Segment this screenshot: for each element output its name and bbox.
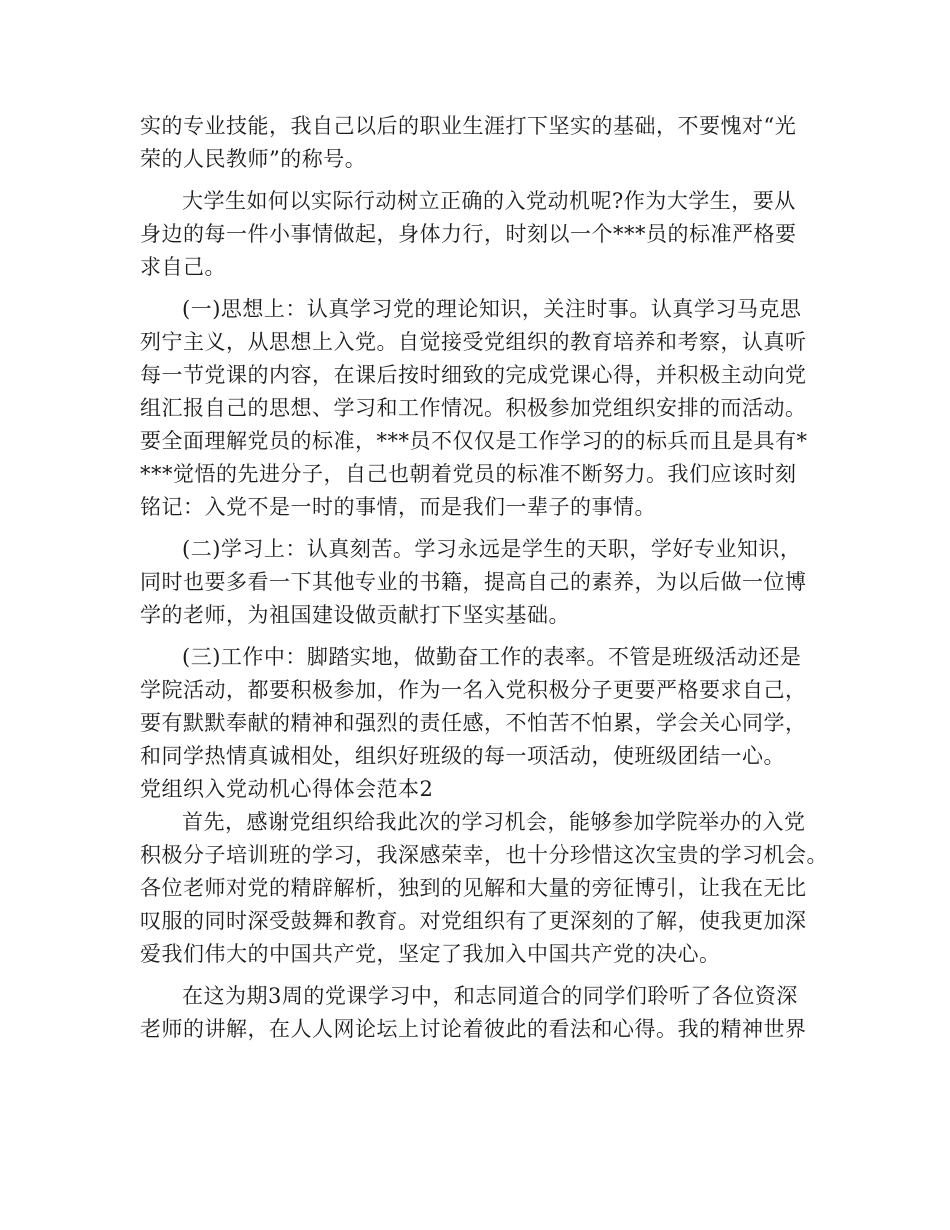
text-line: 每一节党课的内容，在课后按时细致的完成党课心得，并积极主动向党 [140,363,807,387]
text-line: (三)工作中：脚踏实地，做勤奋工作的表率。不管是班级活动还是 [182,645,802,669]
document-body [140,110,830,1046]
text-line: 求自己。 [140,255,226,279]
text-line: 和同学热情真诚相处，组织好班级的每一项活动，使班级团结一心。 [140,744,785,768]
text-line: 学院活动，都要积极参加，作为一名入党积极分子更要严格要求自己， [140,678,807,702]
text-line: 要有默默奉献的精神和强烈的责任感，不怕苦不怕累，学会关心同学， [140,711,807,735]
text-line: 身边的每一件小事情做起，身体力行，时刻以一个***员的标准严格要 [140,222,797,246]
text-line: 各位老师对党的精辟解析，独到的见解和大量的旁征博引，让我在无比 [140,876,807,900]
text-line: 组汇报自己的思想、学习和工作情况。积极参加党组织安排的而活动。 [140,396,807,420]
text-line: 叹服的同时深受鼓舞和教育。对党组织有了更深刻的了解，使我更加深 [140,909,807,933]
text-line: 实的专业技能，我自己以后的职业生涯打下坚实的基础，不要愧对“光 [140,114,797,138]
text-line: 在这为期3周的党课学习中，和志同道合的同学们聆听了各位资深 [182,984,798,1008]
section-heading: 党组织入党动机心得体会范本2 [140,777,434,801]
text-line: 老师的讲解，在人人网论坛上讨论着彼此的看法和心得。我的精神世界 [140,1017,807,1041]
text-line: ***觉悟的先进分子，自己也朝着党员的标准不断努力。我们应该时刻 [140,462,797,486]
text-line: 荣的人民教师”的称号。 [140,147,367,171]
text-line: 大学生如何以实际行动树立正确的入党动机呢?作为大学生，要从 [182,189,796,213]
text-line: 学的老师，为祖国建设做贡献打下坚实基础。 [140,603,570,627]
text-line: (二)学习上：认真刻苦。学习永远是学生的天职，学好专业知识， [182,537,802,561]
text-line: 铭记：入党不是一时的事情，而是我们一辈子的事情。 [140,495,656,519]
text-line: 积极分子培训班的学习，我深感荣幸，也十分珍惜这次宝贵的学习机会。 [140,843,828,867]
text-line: 同时也要多看一下其他专业的书籍，提高自己的素养，为以后做一位博 [140,570,807,594]
text-line: 列宁主义，从思想上入党。自觉接受党组织的教育培养和考察，认真听 [140,330,807,354]
text-line: 首先，感谢党组织给我此次的学习机会，能够参加学院举办的入党 [182,810,806,834]
text-line: 要全面理解党员的标准，***员不仅仅是工作学习的的标兵而且是具有* [140,429,808,453]
text-line: 爱我们伟大的中国共产党，坚定了我加入中国共产党的决心。 [140,942,721,966]
text-line: (一)思想上：认真学习党的理论知识，关注时事。认真学习马克思 [182,297,802,321]
